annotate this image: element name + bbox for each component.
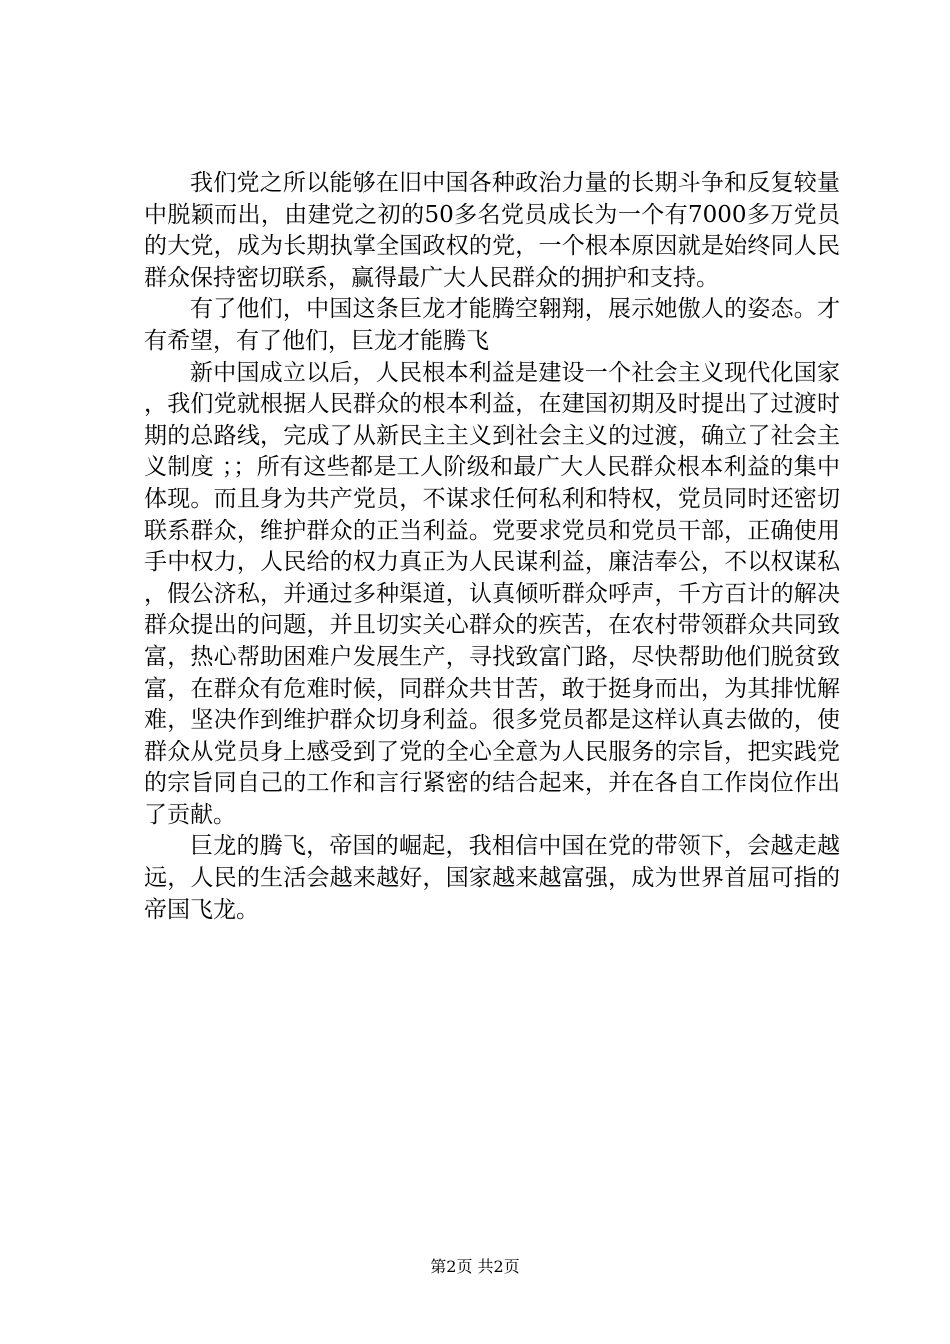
paragraph-2: 有了他们，中国这条巨龙才能腾空翱翔，展示她傲人的姿态。才有希望，有了他们，巨龙才能腾飞 [144, 296, 840, 354]
page-footer [0, 1256, 950, 1278]
paragraph-4: 巨龙的腾飞，帝国的崛起，我相信中国在党的带领下，会越走越远，人民的生活会越来越好，国家越来越富强，成为世界首屈可指的帝国飞龙。 [144, 833, 840, 923]
paragraph-3: 新中国成立以后，人民根本利益是建设一个社会主义现代化国家，我们党就根据人民群众的根本利益，在建国初期及时提出了过渡时期的总路线，完成了从新民主主义到社会主义的过渡，确立了社会主义制度 ；；所有这些都是工人阶级和最广大人民群众根本利益的集中体现。而且身为共产党员，不谋求任何私利和特权，党员同时还密切联系群众，维护群众的正当利益。党要求党员和党员干部，正确使用手中权力，人民给的权力真正为人民谋利益，廉洁奉公，不以权谋私，假公济私，并通过多种渠道，认真倾听群众呼声，千方百计的解决群众提出的问题，并且切实关心群众的疾苦，在农村带领群众共同致富，热心帮助困难户发展生产，寻找致富门路，尽快帮助他们脱贫致富，在群众有危难时候，同群众共甘苦，敢于挺身而出，为其排忧解难，坚决作到维护群众切身利益。很多党员都是这样认真去做的，使群众从党员身上感受到了党的全心全意为人民服务的宗旨，把实践党的宗旨同自己的工作和言行紧密的结合起来，并在各自工作岗位作出了贡献。 [144, 359, 840, 828]
document-body [144, 168, 840, 926]
page-number-label: 第2页 共2页 [430, 1257, 520, 1276]
paragraph-1: 我们党之所以能够在旧中国各种政治力量的长期斗争和反复较量中脱颖而出，由建党之初的50多名党员成长为一个有7000多万党员的大党，成为长期执掌全国政权的党，一个根本原因就是始终同人民群众保持密切联系，赢得最广大人民群众的拥护和支持。 [144, 170, 840, 291]
